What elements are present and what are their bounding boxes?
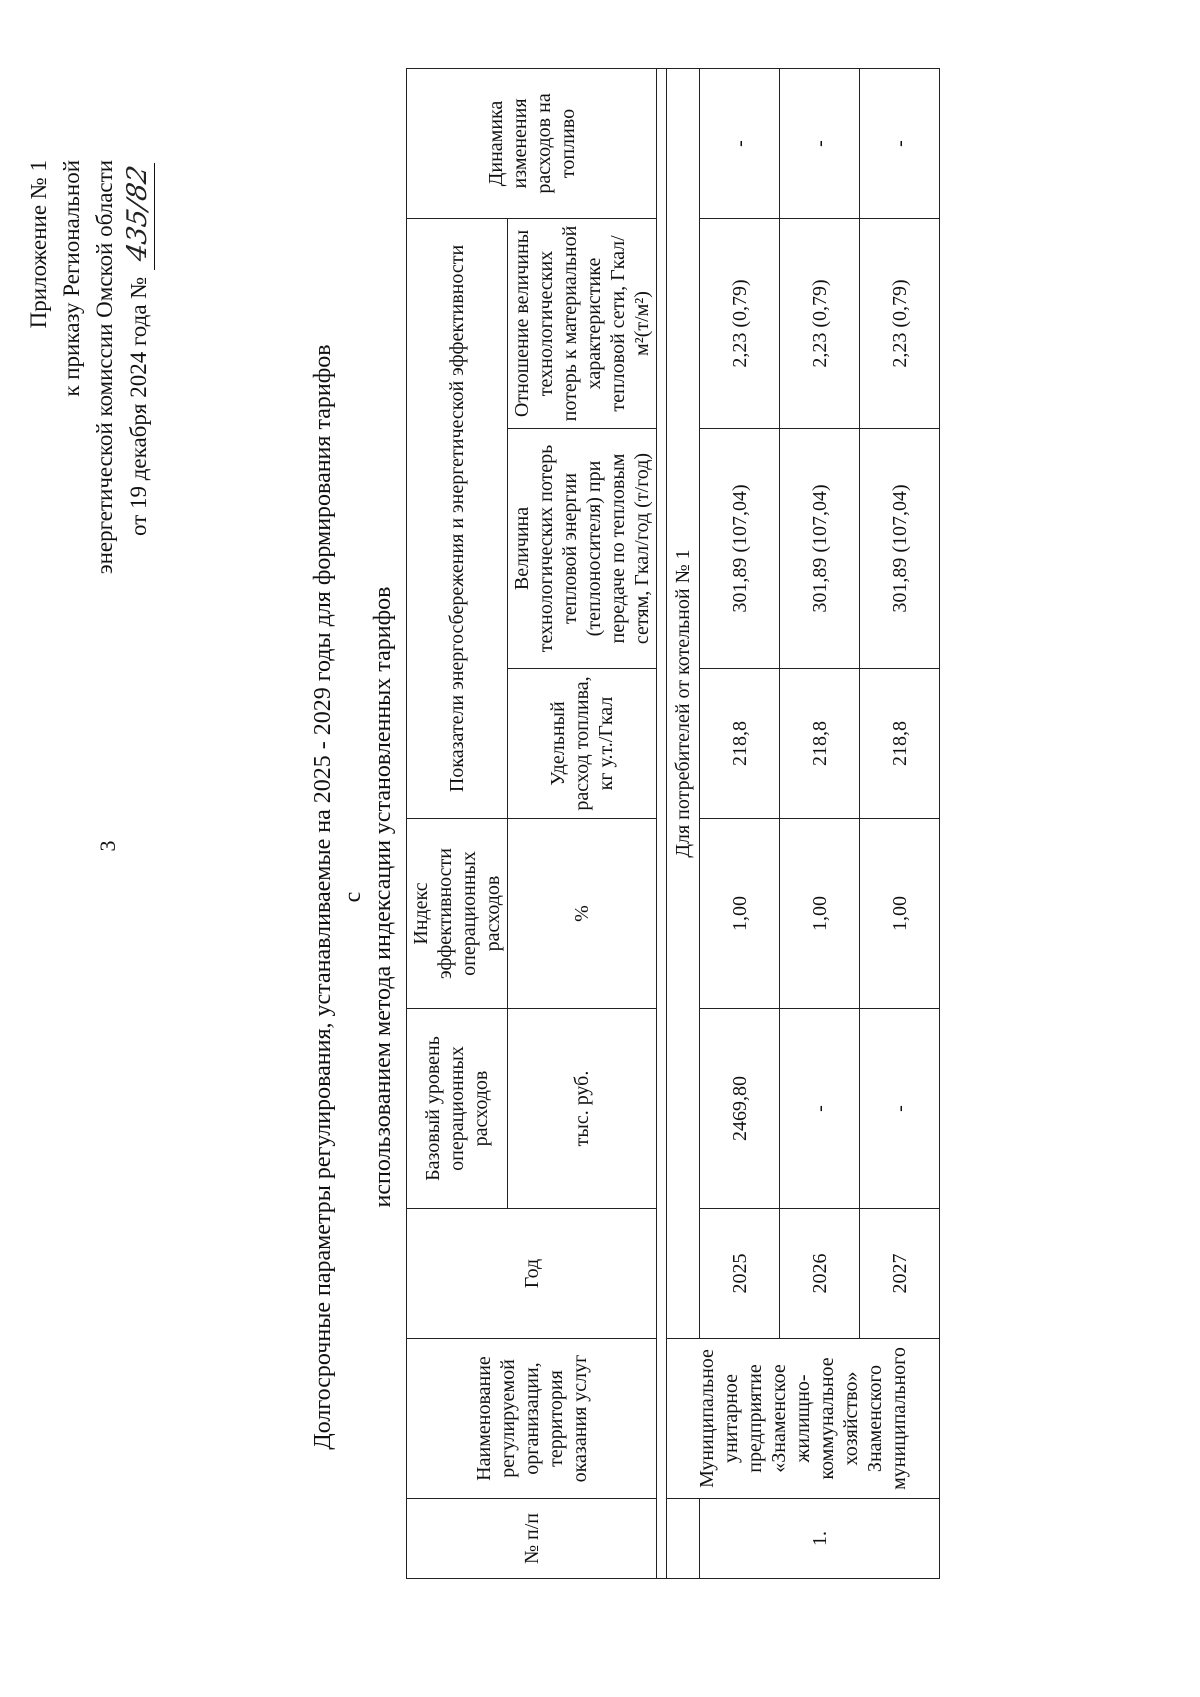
- order-number-handwritten: 435/82: [121, 157, 155, 270]
- row-base: 2469,80: [700, 1009, 780, 1209]
- header-org: Наименование регулируемой организации, территория оказания услуг: [407, 1339, 657, 1499]
- annex-block: [22, 160, 155, 574]
- title-line-1: Долгосрочные параметры регулирования, устанавливаемые на 2025 - 2029 годы для формирования тарифов с: [310, 344, 366, 1450]
- spacer-row: [657, 68, 667, 1578]
- row-year: 2025: [700, 1209, 780, 1339]
- row-fuel-dynamics: -: [700, 68, 780, 218]
- header-num: № п/п: [407, 1499, 657, 1579]
- annex-line-1: Приложение № 1: [26, 160, 51, 329]
- title-line-2: использованием метода индексации установленных тарифов: [370, 586, 396, 1208]
- section-label: Для потребителей от котельной № 1: [667, 68, 700, 1338]
- section-num-cell: [667, 1499, 700, 1579]
- row-fuel-rate: 218,8: [700, 669, 780, 819]
- row-year: 2026: [780, 1209, 860, 1339]
- parameters-table: [406, 68, 940, 1579]
- header-year: Год: [407, 1209, 657, 1339]
- header-base: Базовый уровень операционных расходов: [407, 1009, 508, 1209]
- unit-index: %: [508, 819, 657, 1009]
- annex-date: от 19 декабря 2024 года №: [126, 276, 151, 537]
- row-fuel-dynamics: -: [780, 68, 860, 218]
- row-index: 1,00: [780, 819, 860, 1009]
- row-losses: 301,89 (107,04): [700, 429, 780, 669]
- row-index: 1,00: [860, 819, 940, 1009]
- row-ratio: 2,23 (0,79): [860, 218, 940, 428]
- header-losses: Величина технологических потерь тепловой энергии (теплоносителя) при передаче по тепловым сетям, Гкал/год (т/год): [508, 429, 657, 669]
- unit-base: тыс. руб.: [508, 1009, 657, 1209]
- row-fuel-rate: 218,8: [780, 669, 860, 819]
- header-index: Индекс эффективности операционных расходов: [407, 819, 508, 1009]
- header-fuel-dynamics: Динамика изменения расходов на топливо: [407, 68, 657, 218]
- row-fuel-rate: 218,8: [860, 669, 940, 819]
- row-ratio: 2,23 (0,79): [700, 218, 780, 428]
- annex-line-2: к приказу Региональной: [59, 160, 84, 397]
- page-number: 3: [95, 840, 120, 852]
- org-name-cell: Муниципальное унитарное предприятие «Знаменское жилищно-коммунальное хозяйство» Знаменского муниципального: [667, 1339, 940, 1499]
- row-losses: 301,89 (107,04): [780, 429, 860, 669]
- header-fuel-rate: Удельный расход топлива, кг у.т./Гкал: [508, 669, 657, 819]
- row-index: 1,00: [700, 819, 780, 1009]
- row-base: -: [780, 1009, 860, 1209]
- row-fuel-dynamics: -: [860, 68, 940, 218]
- document-title: [308, 337, 398, 1457]
- row-year: 2027: [860, 1209, 940, 1339]
- header-ratio: Отношение величины технологических потерь к материальной характеристике тепловой сети, Гкал/м²(т/м²): [508, 218, 657, 428]
- item-number: 1.: [700, 1499, 940, 1579]
- header-energy: Показатели энергосбережения и энергетической эффективности: [407, 218, 508, 818]
- row-losses: 301,89 (107,04): [860, 429, 940, 669]
- row-base: -: [860, 1009, 940, 1209]
- annex-line-3: энергетической комиссии Омской области: [92, 160, 117, 575]
- row-ratio: 2,23 (0,79): [780, 218, 860, 428]
- annex-line-4: [121, 160, 155, 574]
